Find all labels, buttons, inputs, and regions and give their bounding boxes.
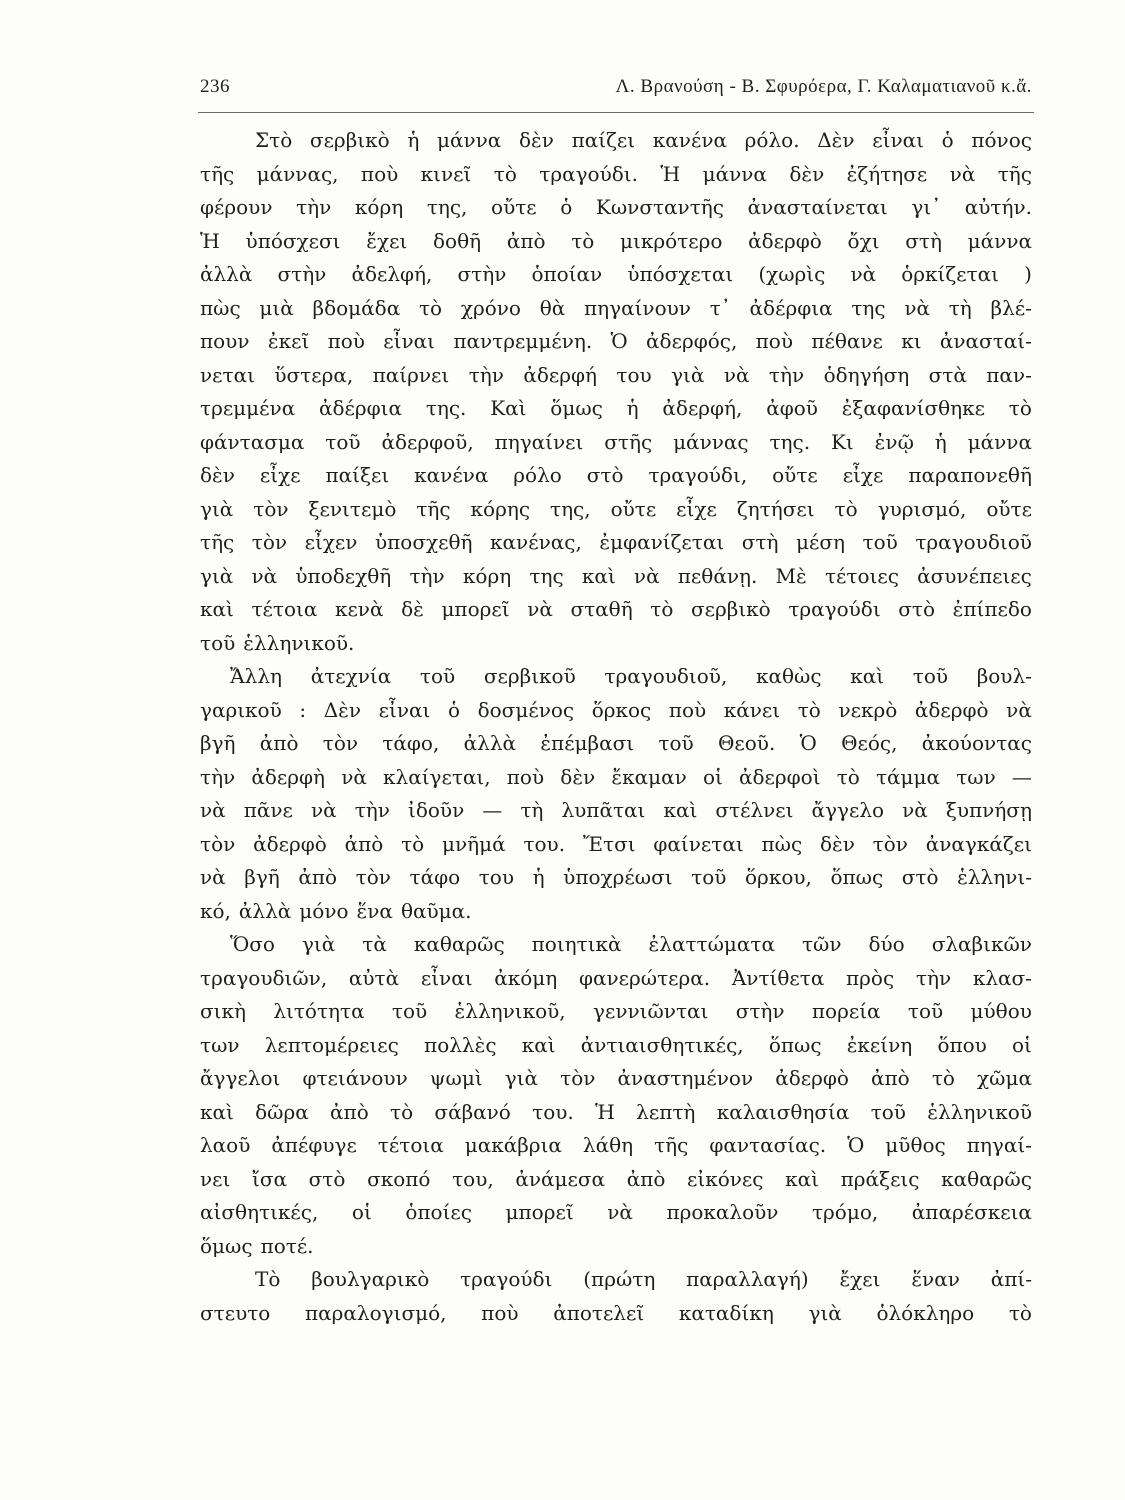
text-line: στευτο παραλογισμό, ποὺ ἀποτελεῖ καταδίκη γιὰ ὁλόκληρο τὸ <box>200 1300 1032 1325</box>
text-line: φέρουν τὴν κόρη της, οὔτε ὁ Κωνσταντῆς ἀνασταίνεται γι᾽ αὐτήν. <box>200 195 1032 219</box>
text-line: σικὴ λιτότητα τοῦ ἑλληνικοῦ, γεννιῶνται στὴν πορεία τοῦ μύθου <box>200 999 1032 1023</box>
running-head: Λ. Βρανούση - Β. Σφυρόερα, Γ. Καλαματιανοῦ κ.ἄ. <box>615 76 1032 97</box>
text-line: τραγουδιῶν, αὐτὰ εἶναι ἀκόμη φανερώτερα. Ἀντίθετα πρὸς τὴν κλασ- <box>200 965 1032 990</box>
text-line: νεται ὕστερα, παίρνει τὴν ἀδερφή του γιὰ νὰ τὴν ὁδηγήση στὰ παν- <box>200 362 1032 387</box>
text-line: καὶ τέτοια κενὰ δὲ μπορεῖ νὰ σταθῆ τὸ σερβικὸ τραγούδι στὸ ἐπίπεδο <box>200 597 1032 621</box>
text-line: νὰ πᾶνε νὰ τὴν ἰδοῦν — τὴ λυπᾶται καὶ στέλνει ἄγγελο νὰ ξυπνήσῃ <box>200 798 1032 822</box>
text-line: γαρικοῦ : Δὲν εἶναι ὁ δοσμένος ὅρκος ποὺ κάνει τὸ νεκρὸ ἀδερφὸ νὰ <box>200 697 1032 722</box>
text-line: δὲν εἶχε παίξει κανένα ρόλο στὸ τραγούδι, οὔτε εἶχε παραπονεθῆ <box>200 463 1032 487</box>
text-line: καὶ δῶρα ἀπὸ τὸ σάβανό του. Ἡ λεπτὴ καλαισθησία τοῦ ἑλληνικοῦ <box>200 1099 1032 1124</box>
text-line: ἀλλὰ στὴν ἀδελφή, στὴν ὁποίαν ὑπόσχεται (χωρὶς νὰ ὁρκίζεται ) <box>200 262 1032 286</box>
text-line: βγῆ ἀπὸ τὸν τάφο, ἀλλὰ ἐπέμβασι τοῦ Θεοῦ. Ὁ Θεός, ἀκούοντας <box>200 731 1032 755</box>
text-line: νει ἴσα στὸ σκοπό του, ἀνάμεσα ἀπὸ εἰκόνες καὶ πράξεις καθαρῶς <box>200 1166 1032 1191</box>
text-line: Ὅσο γιὰ τὰ καθαρῶς ποιητικὰ ἐλαττώματα τῶν δύο σλαβικῶν <box>230 932 1032 956</box>
text-line: των λεπτομέρειες πολλὲς καὶ ἀντιαισθητικές, ὅπως ἐκείνη ὅπου οἱ <box>200 1032 1032 1057</box>
text-line: τῆς τὸν εἶχεν ὑποσχεθῆ κανένας, ἐμφανίζεται στὴ μέση τοῦ τραγουδιοῦ <box>200 530 1032 554</box>
text-line: φάντασμα τοῦ ἀδερφοῦ, πηγαίνει στῆς μάννας της. Κι ἐνῷ ἡ μάννα <box>200 429 1032 454</box>
text-line: αἰσθητικές, οἱ ὁποίες μπορεῖ νὰ προκαλοῦν τρόμο, ἀπαρέσκεια <box>200 1200 1032 1224</box>
page-header <box>200 76 1032 106</box>
text-line: τοῦ ἑλληνικοῦ. <box>200 630 355 655</box>
text-line: ὅμως ποτέ. <box>200 1233 314 1258</box>
text-line: τρεμμένα ἀδέρφια της. Καὶ ὅμως ἡ ἀδερφή, ἀφοῦ ἐξαφανίσθηκε τὸ <box>200 396 1032 420</box>
text-line: πουν ἐκεῖ ποὺ εἶναι παντρεμμένη. Ὁ ἀδερφός, ποὺ πέθανε κι ἀνασταί- <box>200 329 1032 353</box>
text-line: Τὸ βουλγαρικὸ τραγούδι (πρώτη παραλλαγή) ἔχει ἕναν ἀπί- <box>255 1267 1032 1291</box>
text-line: γιὰ νὰ ὑποδεχθῆ τὴν κόρη της καὶ νὰ πεθάνῃ. Μὲ τέτοιες ἀσυνέπειες <box>200 563 1032 588</box>
text-line: γιὰ τὸν ξενιτεμὸ τῆς κόρης της, οὔτε εἶχε ζητήσει τὸ γυρισμό, οὔτε <box>200 496 1032 521</box>
text-line: Ἄλλη ἀτεχνία τοῦ σερβικοῦ τραγουδιοῦ, καθὼς καὶ τοῦ βουλ- <box>230 664 1032 688</box>
text-line: ἄγγελοι φτειάνουν ψωμὶ γιὰ τὸν ἀναστημένον ἀδερφὸ ἀπὸ τὸ χῶμα <box>200 1066 1032 1090</box>
text-line: Ἡ ὑπόσχεσι ἔχει δοθῆ ἀπὸ τὸ μικρότερο ἀδερφὸ ὄχι στὴ μάννα <box>200 228 1032 253</box>
text-line: Στὸ σερβικὸ ἡ μάννα δὲν παίζει κανένα ρόλο. Δὲν εἶναι ὁ πόνος <box>255 128 1032 152</box>
page-number: 236 <box>200 76 230 97</box>
text-line: πὼς μιὰ βδομάδα τὸ χρόνο θὰ πηγαίνουν τ᾽ ἀδέρφια της νὰ τὴ βλέ- <box>200 295 1032 320</box>
text-line: λαοῦ ἀπέφυγε τέτοια μακάβρια λάθη τῆς φαντασίας. Ὁ μῦθος πηγαί- <box>200 1133 1032 1157</box>
text-line: νὰ βγῆ ἀπὸ τὸν τάφο του ἡ ὑποχρέωσι τοῦ ὅρκου, ὅπως στὸ ἑλληνι- <box>200 865 1032 889</box>
text-line: κό, ἀλλὰ μόνο ἕνα θαῦμα. <box>200 898 472 923</box>
text-line: τῆς μάννας, ποὺ κινεῖ τὸ τραγούδι. Ἡ μάννα δὲν ἐζήτησε νὰ τῆς <box>200 161 1032 186</box>
body-text <box>200 124 1032 1330</box>
text-line: τὸν ἀδερφὸ ἀπὸ τὸ μνῆμά του. Ἔτσι φαίνεται πὼς δὲν τὸν ἀναγκάζει <box>200 831 1032 856</box>
header-rule <box>198 112 1034 113</box>
text-line: τὴν ἀδερφὴ νὰ κλαίγεται, ποὺ δὲν ἔκαμαν οἱ ἀδερφοὶ τὸ τάμμα των — <box>200 764 1032 789</box>
